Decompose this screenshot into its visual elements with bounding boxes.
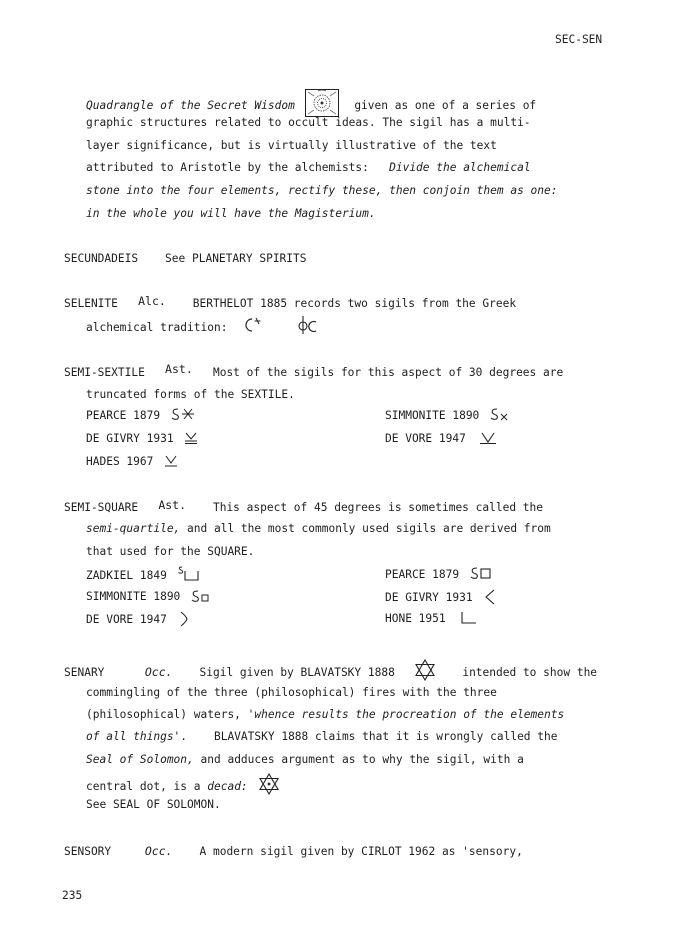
phi-moon-sigil-icon xyxy=(297,315,319,335)
semisextile-hades: HADES 1967 xyxy=(86,455,178,469)
entry-head: SENSORY xyxy=(64,845,112,858)
s-square-sigil-icon xyxy=(470,566,492,580)
v-bar-sigil-icon xyxy=(479,431,497,445)
semisextile-line-2: truncated forms of the SEXTILE. xyxy=(86,388,295,401)
semisquare-hone: HONE 1951 xyxy=(385,612,478,626)
senary-line-4: of all things'. BLAVATSKY 1888 claims that it is wrongly called the xyxy=(86,730,558,743)
entry-head: SENARY xyxy=(64,666,105,679)
quadrangle-line-6: in the whole you will have the Magisterium. xyxy=(86,207,376,220)
semisextile-simmonite: SIMMONITE 1890 xyxy=(385,409,510,423)
semisextile-degivry: DE GIVRY 1931 xyxy=(86,432,198,446)
v-underline-small-sigil-icon xyxy=(164,454,178,468)
semisquare-line-2: semi-quartile, and all the most commonly used sigils are derived from xyxy=(86,522,551,535)
quadrangle-title: Quadrangle of the Secret Wisdom xyxy=(86,99,295,112)
semisquare-degivry: DE GIVRY 1931 xyxy=(385,590,497,606)
senary-line-7: See SEAL OF SOLOMON. xyxy=(86,798,221,811)
entry-semisextile: SEMI-SEXTILE Ast. Most of the sigils for this aspect of 30 degrees are xyxy=(64,362,564,379)
senary-line-5: Seal of Solomon, and adduces argument as to why the sigil, with a xyxy=(86,753,524,766)
less-than-sigil-icon xyxy=(483,589,497,605)
selenite-line-2: alchemical tradition: xyxy=(86,318,319,338)
s-small-square-sigil-icon xyxy=(191,589,211,603)
semisquare-line-3: that used for the SQUARE. xyxy=(86,545,255,558)
quadrangle-line-3: layer significance, but is virtually illustrative of the text xyxy=(86,139,497,152)
entry-tag: Ast. xyxy=(165,362,193,376)
entry-tag: Alc. xyxy=(138,294,166,308)
entry-selenite: SELENITE Alc. BERTHELOT 1885 records two sigils from the Greek xyxy=(64,294,517,310)
running-head: SEC-SEN xyxy=(555,33,603,46)
s-x-sigil-icon xyxy=(490,407,510,421)
quadrangle-line-5: stone into the four elements, rectify these, then conjoin them as one: xyxy=(86,184,558,197)
entry-head: SEMI-SQUARE xyxy=(64,501,139,514)
entry-head: SECUNDADEIS xyxy=(64,252,139,265)
hexagram-dot-icon xyxy=(258,773,280,795)
quadrangle-sigil-icon xyxy=(304,88,340,118)
entry-head: SEMI-SEXTILE xyxy=(64,366,145,379)
quadrangle-line-4: attributed to Aristotle by the alchemists: Divide the alchemical xyxy=(86,161,531,174)
senary-line-3: (philosophical) waters, 'whence results the procreation of the elements xyxy=(86,708,565,721)
entry-head: SELENITE xyxy=(64,297,118,310)
entry-semisquare: SEMI-SQUARE Ast. This aspect of 45 degrees is sometimes called the xyxy=(64,498,544,514)
entry-tag: Occ. xyxy=(144,665,173,679)
senary-line-6: central dot, is a decad: xyxy=(86,776,280,798)
semisextile-devore: DE VORE 1947 xyxy=(385,432,497,446)
moon-star-sigil-icon xyxy=(242,316,262,334)
page-number: 235 xyxy=(62,889,83,902)
entry-sensory: SENSORY Occ. A modern sigil given by CIRLOT 1962 as 'sensory, xyxy=(64,844,523,858)
semisquare-zadkiel: ZADKIEL 1849 xyxy=(86,568,201,584)
semisquare-simmonite: SIMMONITE 1890 xyxy=(86,590,211,604)
semisextile-pearce: PEARCE 1879 xyxy=(86,409,197,423)
quadrangle-line-2: graphic structures related to occult ideas. The sigil has a multi- xyxy=(86,116,531,129)
greater-than-sigil-icon xyxy=(178,611,190,627)
semisquare-pearce: PEARCE 1879 xyxy=(385,568,492,582)
semisquare-devore: DE VORE 1947 xyxy=(86,612,190,628)
entry-tag: Ast. xyxy=(158,498,187,512)
v-underline-sigil-icon xyxy=(184,431,198,445)
angle-sigil-icon xyxy=(460,611,478,625)
hexagram-icon xyxy=(414,659,436,681)
s-square-sup-sigil-icon xyxy=(177,566,201,582)
s-star-sigil-icon xyxy=(171,407,197,421)
entry-senary: SENARY Occ. Sigil given by BLAVATSKY 1888 intended to show the xyxy=(64,662,597,684)
entry-secundadeis: SECUNDADEIS See PLANETARY SPIRITS xyxy=(64,252,307,265)
quadrangle-line-1: Quadrangle of the Secret Wisdom given as one of a series of xyxy=(86,91,536,121)
senary-line-2: commingling of the three (philosophical) fires with the three xyxy=(86,686,497,699)
entry-tag: Occ. xyxy=(144,844,173,858)
